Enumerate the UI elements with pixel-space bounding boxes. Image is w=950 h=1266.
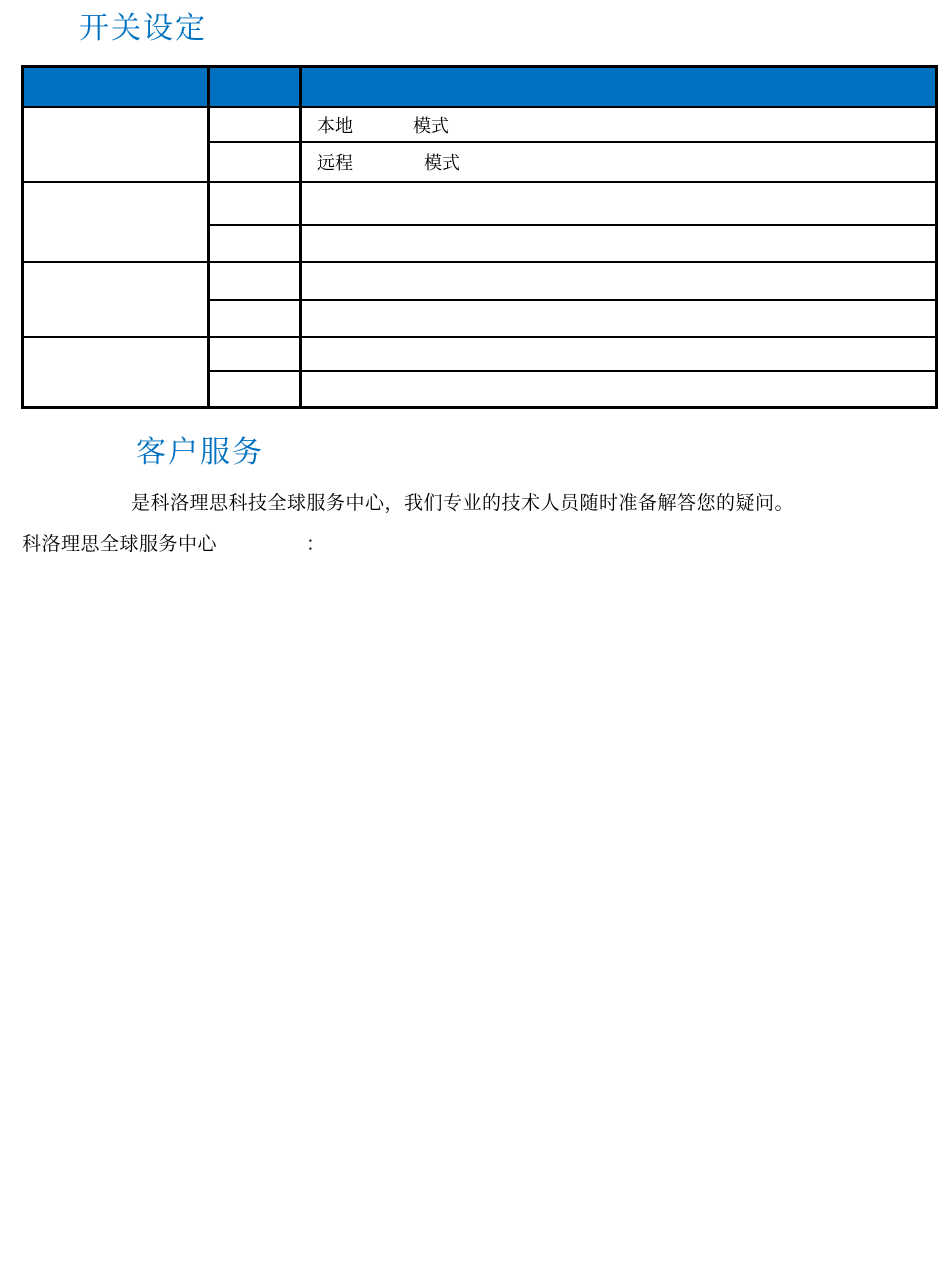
table-description-cell [301, 262, 937, 300]
table-header-cell [301, 67, 937, 108]
table-description-cell [301, 225, 937, 262]
table-setting-cell [209, 142, 301, 182]
table-header-row [23, 67, 937, 108]
table-setting-cell [209, 107, 301, 142]
service-center-label: 科洛理思全球服务中心 [22, 533, 218, 555]
table-description-cell [301, 300, 937, 337]
table-row [23, 107, 937, 142]
table-header-cell [23, 67, 209, 108]
table-setting-cell [209, 337, 301, 371]
table-description-cell [301, 371, 937, 407]
table-setting-cell [209, 262, 301, 300]
table-row [23, 262, 937, 300]
mode-label: 模式 [413, 115, 449, 137]
table-header-cell [209, 67, 301, 108]
table-setting-cell [209, 225, 301, 262]
service-center-line [22, 529, 326, 556]
table-description-cell [301, 107, 937, 142]
service-description: 是科洛理思科技全球服务中心，我们专业的技术人员随时准备解答您的疑问。 [131, 492, 795, 514]
table-group-cell [23, 262, 209, 337]
table-setting-cell [209, 371, 301, 407]
switch-settings-table [21, 65, 938, 409]
table-setting-cell [209, 300, 301, 337]
cell-label: 本地 [317, 115, 353, 137]
service-center-colon: ： [306, 533, 326, 555]
table-description-cell [301, 182, 937, 225]
cell-label: 远程 [317, 153, 353, 174]
table-description-cell [301, 142, 937, 182]
table-setting-cell [209, 182, 301, 225]
table-group-cell [23, 182, 209, 262]
table-description-cell [301, 337, 937, 371]
table-group-cell [23, 337, 209, 407]
table-row [23, 337, 937, 371]
section-title-switch-settings: 开关设定 [79, 11, 207, 46]
section-title-customer-service: 客户服务 [136, 435, 264, 470]
table-row [23, 182, 937, 225]
mode-label: 模式 [424, 153, 460, 174]
table-group-cell [23, 107, 209, 182]
